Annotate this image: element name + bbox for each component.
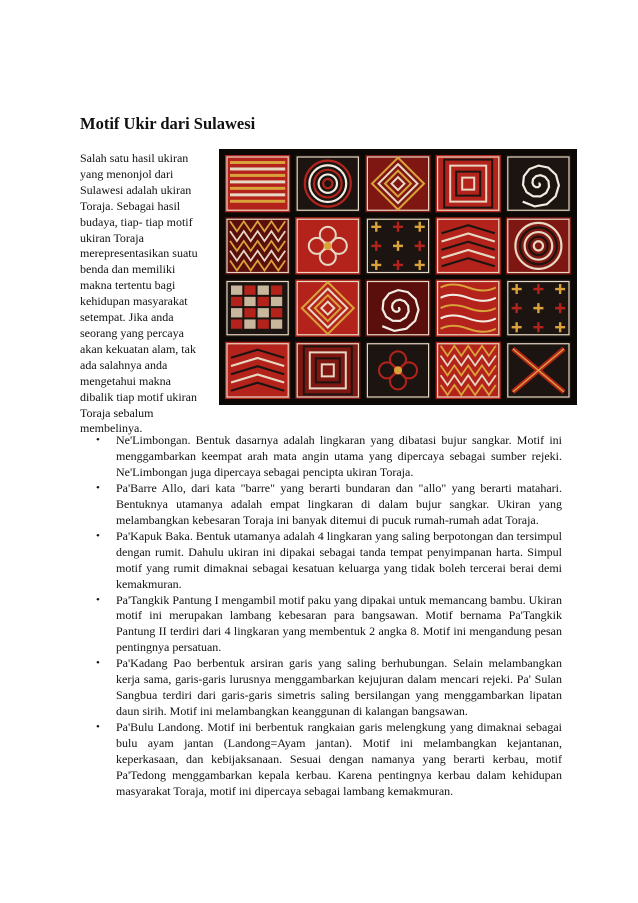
bullet-icon: • bbox=[96, 434, 100, 446]
intro-line: kehidupan masyarakat bbox=[80, 294, 188, 309]
motif-grid-cell bbox=[271, 286, 282, 295]
bullet-text: Ne'Limbongan. Bentuk dasarnya adalah lingkaran yang dibatasi bujur sangkar. Motif ini menggambarkan keempat arah mata angin utama yang dipercaya sebagai sumber rejeki. Ne'Limbongan juga dipercaya sebagai pencipta ukiran Toraja. bbox=[116, 433, 562, 479]
bullet-item-pa-kapuk-baka bbox=[95, 529, 562, 593]
motif-grid-cell bbox=[258, 308, 269, 317]
motif-grid-cell bbox=[231, 286, 242, 295]
motif-grid-cell bbox=[271, 319, 282, 328]
bullet-icon: • bbox=[96, 593, 100, 606]
intro-line: makna tertentu bagi bbox=[80, 278, 176, 293]
bullet-icon: • bbox=[96, 529, 100, 542]
intro-line: Toraja sebalum bbox=[80, 405, 154, 420]
intro-line: Toraja. Sebagai hasil bbox=[80, 198, 181, 213]
bullet-text: Pa'Tangkik Pantung I mengambil motif paku yang dipakai untuk memancang bambu. Ukiran motif ini merupakan lambang kebesaran para bangsawan. Motif bernama Pa'Tangkik Pantung II terdiri dari 4 lingkaran yang membentuk 2 angka 8. Motif ini mengandung pesan pentingnya persatuan. bbox=[116, 592, 562, 655]
bullet-item-pa-bulu-landong bbox=[95, 720, 562, 800]
bullet-text: Pa'Kadang Pao berbentuk arsiran garis yang saling berhubungan. Selain melambangkan kerja sama, garis-garis lurusnya menggambarkan kejujuran dalam mencari rejeki. Pa' Sulan Sangbua terdiri dari garis-garis simetris saling bersilangan yang menggambarkan lipatan daun sirih. Motif ini melambangkan keanggunan di kalangan bangsawan. bbox=[116, 656, 562, 719]
motif-tile bbox=[436, 217, 501, 274]
motif-grid-cell bbox=[244, 308, 255, 317]
motif-center bbox=[394, 366, 402, 374]
motif-stripe bbox=[230, 193, 285, 196]
intro-line: seorang yang percaya bbox=[80, 325, 184, 340]
intro-line: merepresentasikan suatu bbox=[80, 246, 198, 261]
motif-tile bbox=[225, 280, 290, 337]
motif-tile bbox=[436, 280, 501, 337]
bullet-item-pa-tangkik-pantung bbox=[95, 593, 562, 657]
motif-grid-cell bbox=[244, 297, 255, 306]
page-title: Motif Ukir dari Sulawesi bbox=[80, 114, 256, 133]
motif-grid-cell bbox=[244, 319, 255, 328]
bullet-icon: • bbox=[96, 657, 100, 670]
motif-grid-cell bbox=[258, 297, 269, 306]
motif-stripe bbox=[230, 174, 285, 177]
motif-tile bbox=[506, 280, 571, 337]
motif-tile-fill bbox=[436, 155, 501, 212]
intro-line: benda dan memiliki bbox=[80, 262, 176, 277]
motif-grid-cell bbox=[271, 297, 282, 306]
motif-tile-fill bbox=[295, 342, 360, 399]
motif-stripe bbox=[230, 167, 285, 170]
intro-line: setempat. Jika anda bbox=[80, 310, 174, 325]
motif-tile bbox=[295, 342, 360, 399]
intro-line: akan kekuatan alam, tak bbox=[80, 341, 196, 356]
motif-grid-cell bbox=[258, 286, 269, 295]
bullet-text: Pa'Bulu Landong. Motif ini berbentuk rangkaian garis melengkung yang dimaknai sebagai bulu ayam jantan (Landong=Ayam jantan). Motif ini melambangkan kejantanan, keperkasaan, dan kebijaksanaan. Sesuai dengan namanya yang berarti kerbau, motif Pa'Tedong menggambarkan kepala kerbau. Karena pentingnya kerbau dalam kehidupan masyarakat Toraja, motif ini dipercaya sebagai lambang kemakmuran. bbox=[116, 720, 562, 798]
motif-tile bbox=[365, 280, 430, 337]
bullet-text: Pa'Kapuk Baka. Bentuk utamanya adalah 4 lingkaran yang saling berpotongan dan tersimpul dengan rumit. Dahulu ukiran ini dipakai sebagai tanda tempat penyimpanan harta. Simpul motif yang rumit dimaknai sebagai kesatuan keluarga yang tidak boleh tercerai berai demi kemakmuran. bbox=[116, 528, 562, 591]
motif-grid-cell bbox=[231, 308, 242, 317]
bullet-item-pa-kadang-pao bbox=[95, 656, 562, 720]
bullet-item-ne-limbongan bbox=[95, 433, 562, 481]
motif-tile bbox=[506, 342, 571, 399]
motif-tile bbox=[365, 342, 430, 399]
motif-bullet-list bbox=[95, 433, 562, 800]
intro-line: Sulawesi adalah ukiran bbox=[80, 182, 192, 197]
bullet-icon: • bbox=[96, 481, 100, 494]
motif-grid-cell bbox=[258, 319, 269, 328]
toraja-motif-grid bbox=[219, 149, 577, 405]
intro-line: mengetahui makna bbox=[80, 373, 171, 388]
motif-tile bbox=[225, 342, 290, 399]
motif-tile bbox=[295, 280, 360, 337]
motif-tile bbox=[295, 217, 360, 274]
intro-line: budaya, tiap- tiap motif bbox=[80, 214, 193, 229]
motif-stripe bbox=[230, 180, 285, 183]
motif-tile bbox=[365, 155, 430, 212]
motif-center bbox=[324, 242, 332, 250]
motif-tile bbox=[506, 155, 571, 212]
bullet-item-pa-barre-allo bbox=[95, 481, 562, 529]
bullet-icon: • bbox=[96, 721, 100, 734]
motif-tile bbox=[295, 155, 360, 212]
motif-grid-cell bbox=[271, 308, 282, 317]
bullet-text: Pa'Barre Allo, dari kata "barre" yang berarti bundaran dan "allo" yang berarti matahari. Bentuknya utamanya adalah empat lingkaran di dalam bujur sangkar. Ukiran yang melambangkan kebesaran Toraja ini banyak ditemui di pucuk rumah-rumah adat Toraja. bbox=[116, 480, 562, 527]
motif-tile bbox=[436, 342, 501, 399]
motif-grid-cell bbox=[244, 286, 255, 295]
motif-tile bbox=[225, 217, 290, 274]
intro-line: dibalik tiap motif ukiran bbox=[80, 389, 197, 404]
motif-tile bbox=[225, 155, 290, 212]
intro-line: yang menonjol dari bbox=[80, 166, 174, 181]
motif-grid-cell bbox=[231, 319, 242, 328]
motif-tile bbox=[436, 155, 501, 212]
motif-stripe bbox=[230, 200, 285, 203]
intro-line: membelinya. bbox=[80, 421, 143, 436]
intro-line: ada salahnya anda bbox=[80, 357, 168, 372]
motif-tile bbox=[506, 217, 571, 274]
motif-stripe bbox=[230, 161, 285, 164]
motif-stripe bbox=[230, 187, 285, 190]
motif-tile bbox=[365, 217, 430, 274]
motif-grid-cell bbox=[231, 297, 242, 306]
intro-line: Salah satu hasil ukiran bbox=[80, 151, 189, 165]
intro-line: ukiran Toraja bbox=[80, 230, 144, 245]
toraja-motif-collage-image bbox=[219, 149, 577, 405]
intro-paragraph bbox=[80, 151, 216, 437]
